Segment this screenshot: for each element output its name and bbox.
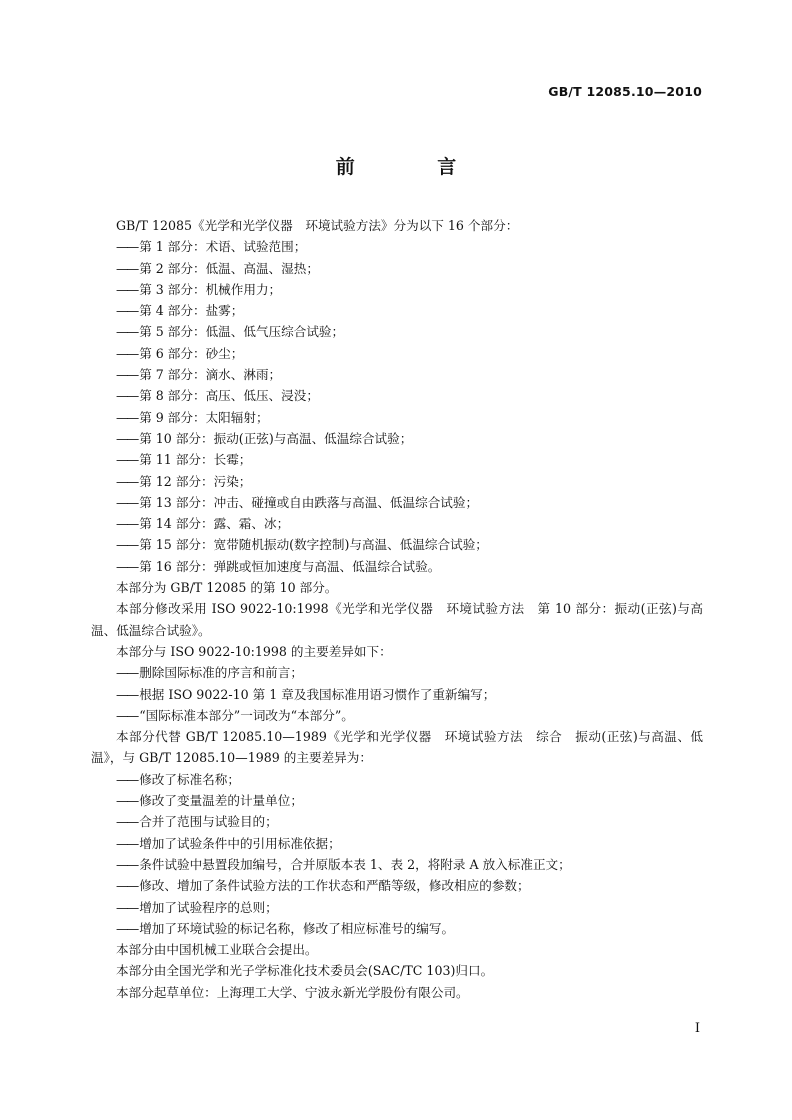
list-item: —— 第 14 部分：露、霜、冰； bbox=[91, 513, 703, 534]
page-number: I bbox=[694, 1021, 700, 1036]
list-item: —— 第 15 部分：宽带随机振动(数字控制)与高温、低温综合试验； bbox=[91, 534, 703, 555]
list-item: —— 根据 ISO 9022-10 第 1 章及我国标准用语习惯作了重新编写； bbox=[91, 684, 703, 705]
list-item: —— 第 8 部分：高压、低压、浸没； bbox=[91, 385, 703, 406]
list-item: —— 第 7 部分：滴水、淋雨； bbox=[91, 364, 703, 385]
list-item: —— 第 2 部分：低温、高温、湿热； bbox=[91, 258, 703, 279]
this-part-paragraph: 本部分为 GB/T 12085 的第 10 部分。 bbox=[116, 580, 338, 596]
list-item: —— 增加了试验程序的总则； bbox=[91, 897, 703, 918]
list-item: —— 增加了环境试验的标记名称，修改了相应标准号的编写。 bbox=[91, 918, 703, 939]
standard-code: GB/T 12085.10—2010 bbox=[548, 84, 702, 99]
list-item: —— 第 1 部分：术语、试验范围； bbox=[91, 236, 703, 257]
proposed-paragraph: 本部分由中国机械工业联合会提出。 bbox=[116, 942, 318, 958]
list-item: —— 第 9 部分：太阳辐射； bbox=[91, 407, 703, 428]
list-item: —— 第 12 部分：污染； bbox=[91, 471, 703, 492]
list-item: —— 修改了变量温差的计量单位； bbox=[91, 790, 703, 811]
replace-paragraph: 本部分代替 GB/T 12085.10—1989《光学和光学仪器 环境试验方法 综合 振动(正弦)与高温、低温》，与 GB/T 12085.10—1989 的主要差异为： bbox=[91, 729, 703, 766]
list-item: —— 合并了范围与试验目的； bbox=[91, 811, 703, 832]
list-item: —— 修改、增加了条件试验方法的工作状态和严酷等级，修改相应的参数； bbox=[91, 875, 703, 896]
list-item: —— 第 3 部分：机械作用力； bbox=[91, 279, 703, 300]
list-item: —— 修改了标准名称； bbox=[91, 769, 703, 790]
centralized-paragraph: 本部分由全国光学和光子学标准化技术委员会(SAC/TC 103)归口。 bbox=[116, 963, 494, 979]
list-item: —— 第 10 部分：振动(正弦)与高温、低温综合试验； bbox=[91, 428, 703, 449]
intro-paragraph: GB/T 12085《光学和光学仪器 环境试验方法》分为以下 16 个部分： bbox=[116, 218, 519, 233]
drafting-paragraph: 本部分起草单位：上海理工大学、宁波永新光学股份有限公司。 bbox=[116, 984, 469, 1000]
foreword-body bbox=[91, 215, 703, 1003]
list-item: —— 增加了试验条件中的引用标准依据； bbox=[91, 833, 703, 854]
list-item: —— 第 5 部分：低温、低气压综合试验； bbox=[91, 321, 703, 342]
list-item: —— 第 13 部分：冲击、碰撞或自由跌落与高温、低温综合试验； bbox=[91, 492, 703, 513]
list-item: —— 条件试验中悬置段加编号，合并原版本表 1、表 2，将附录 A 放入标准正文； bbox=[91, 854, 703, 875]
diffs-list bbox=[91, 662, 703, 726]
list-item: —— 第 11 部分：长霉； bbox=[91, 449, 703, 470]
diff-intro-paragraph: 本部分与 ISO 9022-10:1998 的主要差异如下： bbox=[116, 643, 392, 659]
list-item: —— 第 4 部分：盐雾； bbox=[91, 300, 703, 321]
list-item: —— 第 6 部分：砂尘； bbox=[91, 343, 703, 364]
changes-list bbox=[91, 769, 703, 939]
parts-list bbox=[91, 236, 703, 577]
page-title: 前 言 bbox=[335, 156, 495, 178]
list-item: —— 第 16 部分：弹跳或恒加速度与高温、低温综合试验。 bbox=[91, 556, 703, 577]
list-item: —— 删除国际标准的序言和前言； bbox=[91, 662, 703, 683]
list-item: —— “国际标准本部分”一词改为“本部分”。 bbox=[91, 705, 703, 726]
adoption-paragraph: 本部分修改采用 ISO 9022-10:1998《光学和光学仪器 环境试验方法 第 10 部分：振动(正弦)与高温、低温综合试验》。 bbox=[91, 601, 703, 638]
